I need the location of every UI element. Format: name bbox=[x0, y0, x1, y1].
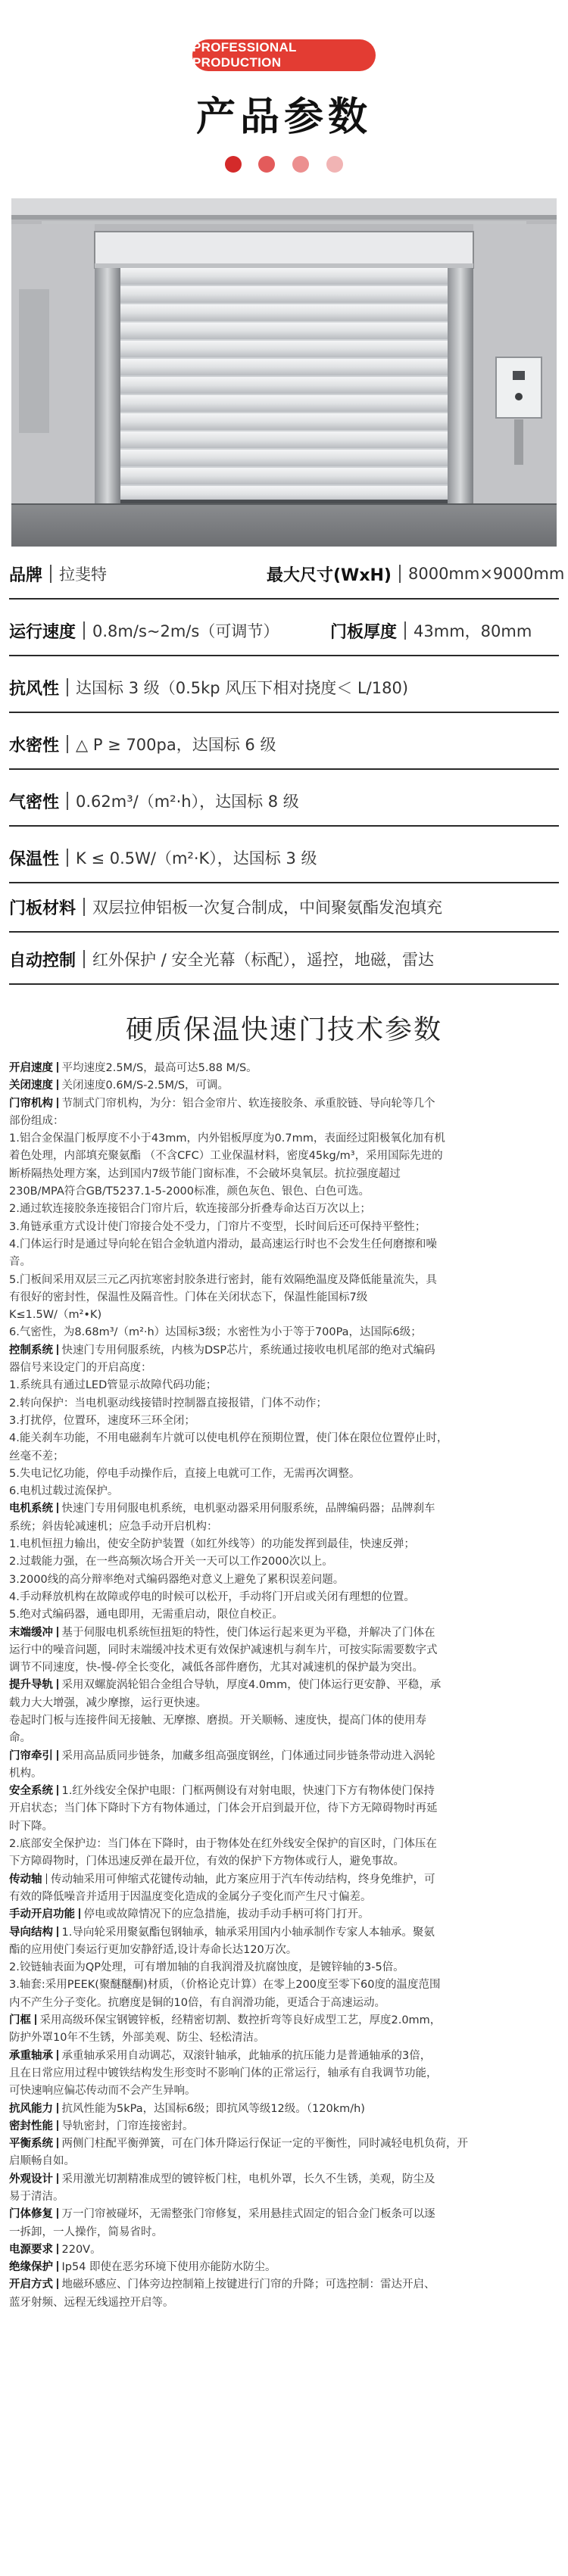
spec-label: 自动控制 bbox=[9, 951, 76, 970]
tech-text: 2.铰链轴表面为QP处理，可有增加轴的自我润滑及抗腐蚀度，是镀锌轴的3-5倍。 bbox=[9, 1961, 404, 1974]
tech-text: 5.失电记忆功能，停电手动操作后，直接上电就可工作，无需再次调整。 bbox=[9, 1467, 360, 1480]
tech-line bbox=[9, 2082, 559, 2100]
spec-divider-line bbox=[9, 825, 559, 827]
tech-label-divider bbox=[35, 2014, 36, 2025]
tech-label-divider bbox=[57, 1079, 58, 1090]
tech-text: 运行中的噪音问题，同时末端缓冲技术更有效保护减速机与刹车片，可按实际需要数字式 bbox=[9, 1643, 438, 1656]
tech-text: 快速门专用伺服电机系统，电机驱动器采用伺服系统，品牌编码器；品牌刹车 bbox=[61, 1503, 435, 1515]
tech-line bbox=[9, 2118, 559, 2135]
tech-text: 着色处理，内部填充聚氨酯 （不含CFC）工业保温材料，密度45kg/m³，采用国际先进的 bbox=[9, 1150, 443, 1163]
decoration-dot bbox=[292, 156, 309, 173]
tech-line bbox=[9, 1360, 559, 1377]
spec-row-insulation bbox=[9, 839, 559, 876]
tech-label: 密封性能 bbox=[9, 2120, 53, 2132]
tech-line bbox=[9, 2171, 559, 2188]
tech-label-divider bbox=[57, 2103, 58, 2113]
tech-label-divider bbox=[57, 1503, 58, 1513]
spec-row-speed bbox=[9, 612, 559, 649]
tech-line bbox=[9, 1483, 559, 1500]
tech-label: 导向结构 bbox=[9, 1926, 53, 1939]
spec-label: 水密性 bbox=[9, 736, 60, 755]
tech-paragraph bbox=[9, 1748, 559, 1783]
tech-text: 时下降。 bbox=[9, 1820, 53, 1833]
tech-line bbox=[9, 2135, 559, 2153]
spec-cell bbox=[9, 783, 299, 819]
tech-label-divider bbox=[57, 1098, 58, 1108]
tech-label-divider bbox=[57, 1927, 58, 1937]
tech-line bbox=[9, 1430, 559, 1447]
spec-value: 红外保护 / 安全光幕（标配），遥控，地磁，雷达 bbox=[92, 951, 434, 969]
tech-text: 调节不同速度，快-慢-停全长变化，减低各部件磨伤，尤其对减速机的保护最为突出。 bbox=[9, 1662, 423, 1674]
tech-line bbox=[9, 2241, 559, 2259]
tech-text: 载力大大增强，减少摩擦，运行更快速。 bbox=[9, 1696, 207, 1709]
tech-paragraph bbox=[9, 2012, 559, 2048]
spec-divider bbox=[404, 621, 406, 640]
tech-label: 抗风能力 bbox=[9, 2102, 53, 2115]
spec-cell bbox=[267, 556, 564, 592]
tech-line bbox=[9, 1553, 559, 1571]
tech-text: 蓝牙射频、远程无线遥控开启等。 bbox=[9, 2296, 174, 2309]
tech-parameters-body bbox=[9, 1060, 559, 2312]
tech-line bbox=[9, 1201, 559, 1218]
tech-text: 3.打扰停，位置环，速度环三环全闭； bbox=[9, 1414, 195, 1427]
tech-line bbox=[9, 1148, 559, 1165]
spec-divider-line bbox=[9, 712, 559, 713]
tech-line bbox=[9, 1677, 559, 1694]
tech-text: 万一门帘被碰坏，无需整张门帘修复，采用悬挂式固定的铝合金门板条可以逐 bbox=[61, 2208, 435, 2221]
tech-text: 6.电机过载过流保护。 bbox=[9, 1485, 119, 1498]
tech-line bbox=[9, 2188, 559, 2206]
spec-row-wind bbox=[9, 669, 559, 706]
spec-divider bbox=[67, 678, 68, 696]
tech-line bbox=[9, 1342, 559, 1360]
high-speed-door-illustration bbox=[11, 198, 557, 547]
tech-line bbox=[9, 1642, 559, 1659]
tech-paragraph bbox=[9, 1624, 559, 1677]
tech-label: 开启方式 bbox=[9, 2279, 53, 2291]
tech-line bbox=[9, 1130, 559, 1148]
tech-line bbox=[9, 1730, 559, 1747]
tech-label-divider bbox=[57, 1679, 58, 1690]
tech-text: 5.门板间采用双层三元乙丙抗寒密封胶条进行密封，能有效隔绝温度及降低能量流失，具 bbox=[9, 1273, 437, 1286]
tech-label: 门框 bbox=[9, 2014, 31, 2027]
spec-value: 双层拉伸铝板一次复合制成，中间聚氨酯发泡填充 bbox=[92, 899, 443, 917]
tech-text: 可快速响应偏芯传动而不会产生异响。 bbox=[9, 2085, 196, 2098]
tech-line bbox=[9, 1395, 559, 1413]
spec-cell bbox=[9, 839, 317, 876]
tech-text: 5.绝对式编码器，通电即用，无需重启动，限位自校正。 bbox=[9, 1609, 283, 1621]
tech-line bbox=[9, 1219, 559, 1236]
tech-label: 门帘牵引 bbox=[9, 1749, 53, 1762]
tech-label-divider bbox=[46, 1874, 48, 1884]
tech-text: 开启状态；当门体下降时下方有物体通过，门体会开启到最开位，待下方无障碍物时再延 bbox=[9, 1802, 438, 1815]
tech-line bbox=[9, 2224, 559, 2241]
spec-cell bbox=[9, 726, 276, 762]
tech-line bbox=[9, 1448, 559, 1466]
tech-text: 有效的降低噪音并适用于因温度变化造成的金属分子变化而产生尺寸偏差。 bbox=[9, 1890, 372, 1903]
spec-divider bbox=[67, 735, 68, 753]
tech-line bbox=[9, 1995, 559, 2012]
spec-label: 运行速度 bbox=[9, 622, 76, 642]
tech-line bbox=[9, 1254, 559, 1271]
tech-text: 3.2000线的高分辩率绝对式编码器绝对意义上避免了累积误差问题。 bbox=[9, 1573, 345, 1586]
spec-label: 最大尺寸(WxH) bbox=[267, 565, 392, 585]
spec-label: 门板厚度 bbox=[330, 622, 398, 642]
tech-text: 丝毫不差； bbox=[9, 1450, 64, 1462]
tech-text: 内不产生分子变化。抗磨度是铜的10倍，有自润滑功能，更适合于高速运动。 bbox=[9, 1996, 385, 2009]
tech-text: 4.能关刹车功能，不用电磁刹车片就可以使电机停在预期位置，使门体在限位位置停止时， bbox=[9, 1432, 448, 1445]
spec-row-brand bbox=[9, 556, 565, 592]
tech-line bbox=[9, 2276, 559, 2294]
tech-line bbox=[9, 1942, 559, 1959]
spec-label: 门板材料 bbox=[9, 899, 76, 918]
spec-value: 达国标 3 级（0.5kp 风压下相对挠度＜ L/180) bbox=[76, 679, 409, 697]
tech-text: 3.轴套:采用PEEK(聚醚醚酮)材质，（价格论克计算）在零上200度至零下60度的温度范围 bbox=[9, 1979, 441, 1992]
tech-line bbox=[9, 1606, 559, 1624]
spec-divider-line bbox=[9, 768, 559, 770]
tech-paragraph bbox=[9, 2135, 559, 2171]
tech-text: Ip54 即使在恶劣环境下使用亦能防水防尘。 bbox=[61, 2261, 276, 2274]
spec-divider-line bbox=[9, 655, 559, 656]
spec-label: 抗风性 bbox=[9, 679, 60, 699]
tech-paragraph bbox=[9, 1783, 559, 1870]
spec-divider bbox=[83, 898, 85, 916]
tech-line bbox=[9, 1183, 559, 1201]
tech-line bbox=[9, 1077, 559, 1095]
tech-text: 抗风性能为5kPa，达国标6级；即抗风等级12级。（120km/h) bbox=[61, 2102, 365, 2115]
spec-value: 拉斐特 bbox=[59, 565, 108, 584]
tech-text: 关闭速度0.6M/S-2.5M/S，可调。 bbox=[61, 1079, 229, 1092]
tech-paragraph bbox=[9, 2171, 559, 2207]
tech-label: 安全系统 bbox=[9, 1785, 53, 1798]
tech-line bbox=[9, 2206, 559, 2223]
tech-paragraph bbox=[9, 1342, 559, 1501]
production-badge bbox=[192, 39, 376, 71]
spec-label: 品牌 bbox=[9, 565, 43, 585]
tech-text: 下方障碍物时，门体迅速反弹在最开位，有效的保护下方物体或行人，避免事故。 bbox=[9, 1855, 404, 1868]
spec-value: 0.62m³/（m²·h），达国标 8 级 bbox=[76, 793, 299, 811]
tech-label: 手动开启功能 bbox=[9, 1908, 75, 1921]
spec-cell bbox=[9, 612, 279, 649]
tech-text: 部份组成： bbox=[9, 1114, 64, 1127]
spec-value: 43mm，80mm bbox=[414, 622, 532, 640]
decoration-dot bbox=[225, 156, 242, 173]
tech-paragraph bbox=[9, 1500, 559, 1624]
tech-text: 一拆卸，一人操作，简易省时。 bbox=[9, 2226, 163, 2238]
tech-label: 绝缘保护 bbox=[9, 2261, 53, 2274]
tech-text: 230B/MPA符合GB/T5237.1-5-2000标准，颜色灰色、银色、白色可选。 bbox=[9, 1185, 370, 1198]
tech-text: 2.转向保护：当电机驱动线接错时控制器直接报错，门体不动作； bbox=[9, 1397, 327, 1409]
tech-line bbox=[9, 1060, 559, 1077]
tech-text: 两侧门柱配平衡弹簧，可在门体升降运行保证一定的平衡性，同时减轻电机负荷，开 bbox=[61, 2138, 468, 2151]
tech-line bbox=[9, 1712, 559, 1730]
spec-row-water bbox=[9, 726, 559, 762]
product-photo bbox=[11, 198, 557, 547]
spec-row-control bbox=[9, 941, 559, 977]
tech-label: 传动轴 bbox=[9, 1873, 42, 1886]
tech-line bbox=[9, 1377, 559, 1394]
tech-line bbox=[9, 1236, 559, 1254]
tech-label: 电机系统 bbox=[9, 1503, 53, 1515]
tech-text: 1.电机恒扭力输出，使安全防护装置（如红外线等）的功能发挥到最佳，快速反弹； bbox=[9, 1538, 415, 1551]
tech-label-divider bbox=[57, 2050, 58, 2060]
tech-line bbox=[9, 1571, 559, 1589]
tech-line bbox=[9, 1500, 559, 1518]
tech-label: 开启速度 bbox=[9, 1062, 53, 1074]
spec-label: 保温性 bbox=[9, 849, 60, 869]
tech-text: 且在日常应用过程中镀铁结构发生形变时不影响门体的正常运行，轴承有自我调节功能， bbox=[9, 2067, 438, 2079]
tech-text: 采用高品质同步链条，加藏多组高强度钢丝，门体通过同步链条带动进入涡轮 bbox=[61, 1749, 435, 1762]
tech-line bbox=[9, 1889, 559, 1906]
tech-paragraph bbox=[9, 2241, 559, 2259]
tech-label: 门帘机构 bbox=[9, 1097, 53, 1110]
spec-value: △ P ≥ 700pa，达国标 6 级 bbox=[76, 736, 276, 754]
tech-line bbox=[9, 1976, 559, 1994]
title-decoration-dots bbox=[225, 156, 343, 173]
tech-label: 电源要求 bbox=[9, 2243, 53, 2256]
tech-text: K≤1.5W/（m²•K) bbox=[9, 1309, 102, 1322]
tech-text: 2.过载能力强，在一些高频次场合开关一天可以工作2000次以上。 bbox=[9, 1556, 333, 1568]
tech-text: 3.角链承重方式设计使门帘接合处不受力，门帘片不变型，长时间后还可保持平整性； bbox=[9, 1220, 426, 1233]
tech-text: 1.铝合金保温门板厚度不小于43mm，内外铝板厚度为0.7mm，表面经过阳极氧化加有机 bbox=[9, 1132, 445, 1145]
tech-text: 4.门体运行时是通过导向轮在铝合金轨道内滑动，最高速运行时也不会发生任何磨擦和噪 bbox=[9, 1238, 437, 1251]
tech-line bbox=[9, 1818, 559, 1836]
tech-text: 基于伺服电机系统恒扭矩的特性，使门体运行起来更为平稳，并解决了门体在 bbox=[61, 1626, 435, 1639]
tech-line bbox=[9, 1536, 559, 1553]
spec-divider bbox=[67, 792, 68, 810]
spec-divider bbox=[83, 950, 85, 968]
tech-line bbox=[9, 2101, 559, 2118]
decoration-dot bbox=[326, 156, 343, 173]
tech-text: 停电或故障情况下的应急措施，拔动手动手柄可将门打开。 bbox=[83, 1908, 370, 1921]
tech-text: 传动轴采用可伸缩式花键传动轴，此方案应用于汽车传动结构，终身免维护，可 bbox=[51, 1873, 435, 1886]
tech-label: 承重轴承 bbox=[9, 2049, 53, 2062]
spec-divider bbox=[399, 565, 401, 583]
tech-line bbox=[9, 2065, 559, 2082]
tech-label: 外观设计 bbox=[9, 2173, 53, 2185]
tech-paragraph bbox=[9, 1677, 559, 1747]
tech-line bbox=[9, 1113, 559, 1130]
tech-line bbox=[9, 1324, 559, 1341]
tech-label-divider bbox=[57, 1785, 58, 1796]
tech-paragraph bbox=[9, 1077, 559, 1095]
tech-line bbox=[9, 1959, 559, 1976]
tech-text: 快速门专用伺服系统，内核为DSP芯片，系统通过接收电机尾部的绝对式编码 bbox=[61, 1344, 435, 1357]
tech-line bbox=[9, 1783, 559, 1800]
spec-cell bbox=[9, 556, 107, 592]
spec-row-material bbox=[9, 889, 559, 925]
tech-line bbox=[9, 1800, 559, 1818]
tech-line bbox=[9, 1659, 559, 1677]
spec-label: 气密性 bbox=[9, 793, 60, 812]
tech-paragraph bbox=[9, 2259, 559, 2276]
spec-cell bbox=[9, 941, 434, 977]
tech-text: 防护外罩10年不生锈，外部美观、防尘、轻松清洁。 bbox=[9, 2032, 265, 2045]
tech-line bbox=[9, 2153, 559, 2170]
tech-text: 1.红外线安全保护电眼：门框两侧设有对射电眼，快速门下方有物体使门保持 bbox=[61, 1785, 435, 1798]
tech-section-title: 硬质保温快速门技术参数 bbox=[125, 1014, 442, 1045]
tech-label-divider bbox=[57, 2279, 58, 2289]
tech-text: 承重轴承采用自动调芯，双滚针轴承，此轴承的抗压能力是普通轴承的3倍， bbox=[61, 2049, 432, 2062]
tech-paragraph bbox=[9, 1095, 559, 1342]
tech-label-divider bbox=[57, 1627, 58, 1637]
tech-text: 卷起时门板与连接件间无接触、无摩擦、磨损。开关顺畅、速度快，提高门体的使用寿 bbox=[9, 1714, 426, 1727]
tech-text: 酯的应用使门奏运行更加安静舒适,设计寿命长达120万次。 bbox=[9, 1943, 298, 1956]
tech-text: 器信号来设定门的开启高度： bbox=[9, 1362, 152, 1375]
tech-paragraph bbox=[9, 2048, 559, 2101]
tech-line bbox=[9, 1307, 559, 1324]
spec-cell bbox=[9, 889, 442, 925]
tech-paragraph bbox=[9, 2118, 559, 2135]
tech-line bbox=[9, 1466, 559, 1483]
tech-text: 命。 bbox=[9, 1732, 31, 1745]
spec-divider-line bbox=[9, 882, 559, 883]
tech-text: 1.系统具有通过LED管显示故障代码功能； bbox=[9, 1379, 217, 1392]
tech-label-divider bbox=[57, 1344, 58, 1355]
tech-label-divider bbox=[79, 1908, 80, 1919]
spec-divider-line bbox=[9, 983, 559, 985]
tech-line bbox=[9, 1906, 559, 1923]
spec-value: K ≤ 0.5W/（m²·K），达国标 3 级 bbox=[76, 849, 317, 867]
spec-divider-line bbox=[9, 931, 559, 933]
tech-text: 采用双螺旋涡轮铝合金组合导轨，厚度4.0mm，使门体运行更安静、平稳，承 bbox=[61, 1679, 442, 1692]
tech-text: 导轨密封，门帘连接密封。 bbox=[61, 2120, 194, 2132]
tech-label: 关闭速度 bbox=[9, 1079, 53, 1092]
tech-paragraph bbox=[9, 2101, 559, 2118]
production-badge-text: PROFESSIONAL PRODUCTION bbox=[192, 40, 297, 70]
tech-label: 提升导轨 bbox=[9, 1679, 53, 1692]
tech-text: 有很好的密封性，保温性及隔音性。门体在关闭状态下，保温性能国标7级 bbox=[9, 1291, 368, 1304]
tech-paragraph bbox=[9, 1871, 559, 1907]
tech-line bbox=[9, 1748, 559, 1765]
tech-text: 4.手动释放机构在故障或停电的时候可以松开，手动将门开启或关闭有理想的位置。 bbox=[9, 1590, 415, 1603]
tech-text: 220V。 bbox=[61, 2243, 101, 2256]
decoration-dot bbox=[258, 156, 275, 173]
tech-line bbox=[9, 1413, 559, 1430]
tech-line bbox=[9, 1924, 559, 1942]
tech-paragraph bbox=[9, 1924, 559, 2012]
tech-text: 2.底部安全保护边：当门体在下降时，由于物体处在红外线安全保护的盲区时，门体压在 bbox=[9, 1838, 437, 1851]
tech-line bbox=[9, 1589, 559, 1606]
tech-paragraph bbox=[9, 1060, 559, 1077]
tech-text: 2.通过软连接胶条连接铝合门帘片后，软连接部分折叠寿命达百万次以上； bbox=[9, 1203, 371, 1216]
spec-value: 8000mm×9000mm bbox=[407, 565, 565, 583]
spec-divider bbox=[67, 849, 68, 867]
tech-label: 平衡系统 bbox=[9, 2138, 53, 2151]
tech-text: 6.气密性，为8.68m³/（m²·h）达国标3级；水密性为小于等于700Pa，达国际6级； bbox=[9, 1326, 422, 1339]
tech-text: 音。 bbox=[9, 1256, 31, 1269]
tech-text: 1.导向轮采用聚氨酯包钢轴承，轴承采用国内小轴承制作专家人本轴承。聚氨 bbox=[61, 1926, 435, 1939]
tech-text: 易于清洁。 bbox=[9, 2191, 64, 2203]
tech-text: 系统；斜齿轮减速机；应急手动开启机构： bbox=[9, 1520, 218, 1533]
tech-text: 节制式门帘机构，为分：铝合金帘片、软连接胶条、承重胶链、导向轮等几个 bbox=[61, 1097, 435, 1110]
spec-divider bbox=[83, 621, 85, 640]
tech-line bbox=[9, 1871, 559, 1889]
tech-text: 断桥隔热处理方案，达到国内7级节能门窗标准，不会破坏臭氧层。抗拉强度超过 bbox=[9, 1167, 401, 1180]
spec-divider-line bbox=[9, 598, 559, 600]
spec-cell bbox=[9, 669, 408, 706]
tech-line bbox=[9, 1695, 559, 1712]
tech-paragraph bbox=[9, 2206, 559, 2241]
tech-line bbox=[9, 1095, 559, 1113]
tech-line bbox=[9, 2259, 559, 2276]
tech-line bbox=[9, 1765, 559, 1783]
tech-label-divider bbox=[57, 2173, 58, 2184]
tech-text: 地磁环感应、门体旁边控制箱上按键进行门帘的升降；可选控制：雷达开启、 bbox=[61, 2279, 435, 2291]
tech-label-divider bbox=[57, 2138, 58, 2148]
tech-text: 机构。 bbox=[9, 1767, 42, 1780]
tech-label-divider bbox=[57, 2244, 58, 2254]
tech-paragraph bbox=[9, 1906, 559, 1923]
tech-label: 末端缓冲 bbox=[9, 1626, 53, 1639]
tech-line bbox=[9, 1853, 559, 1870]
tech-text: 采用高级环保宝钢镀锌板，经精密切割、数控折弯等良好成型工艺，厚度2.0mm， bbox=[39, 2014, 442, 2027]
header-section bbox=[0, 0, 568, 163]
tech-line bbox=[9, 2294, 559, 2312]
spec-cell bbox=[330, 612, 532, 649]
tech-label-divider bbox=[57, 2261, 58, 2272]
tech-text: 启顺畅自如。 bbox=[9, 2155, 75, 2168]
tech-line bbox=[9, 1166, 559, 1183]
tech-label: 控制系统 bbox=[9, 1344, 53, 1357]
spec-value: 0.8m/s~2m/s（可调节） bbox=[92, 622, 279, 640]
spec-row-air bbox=[9, 783, 559, 819]
tech-line bbox=[9, 1272, 559, 1289]
page-title: 产品参数 bbox=[195, 95, 372, 140]
tech-line bbox=[9, 1289, 559, 1307]
tech-line bbox=[9, 2012, 559, 2029]
tech-line bbox=[9, 1836, 559, 1853]
tech-paragraph bbox=[9, 2276, 559, 2312]
tech-line bbox=[9, 2029, 559, 2047]
tech-label: 门体修复 bbox=[9, 2208, 53, 2221]
tech-label-divider bbox=[57, 1750, 58, 1761]
tech-line bbox=[9, 1519, 559, 1536]
door-slats bbox=[120, 268, 448, 504]
tech-line bbox=[9, 1624, 559, 1642]
tech-text: 平均速度2.5M/S，最高可达5.88 M/S。 bbox=[61, 1062, 257, 1074]
tech-line bbox=[9, 2048, 559, 2065]
tech-label-divider bbox=[57, 2208, 58, 2219]
tech-text: 采用激光切割精准成型的镀锌板门柱，电机外罩，长久不生锈，美观，防尘及 bbox=[61, 2173, 435, 2185]
tech-label-divider bbox=[57, 1062, 58, 1073]
spec-divider bbox=[50, 565, 51, 583]
tech-label-divider bbox=[57, 2120, 58, 2131]
